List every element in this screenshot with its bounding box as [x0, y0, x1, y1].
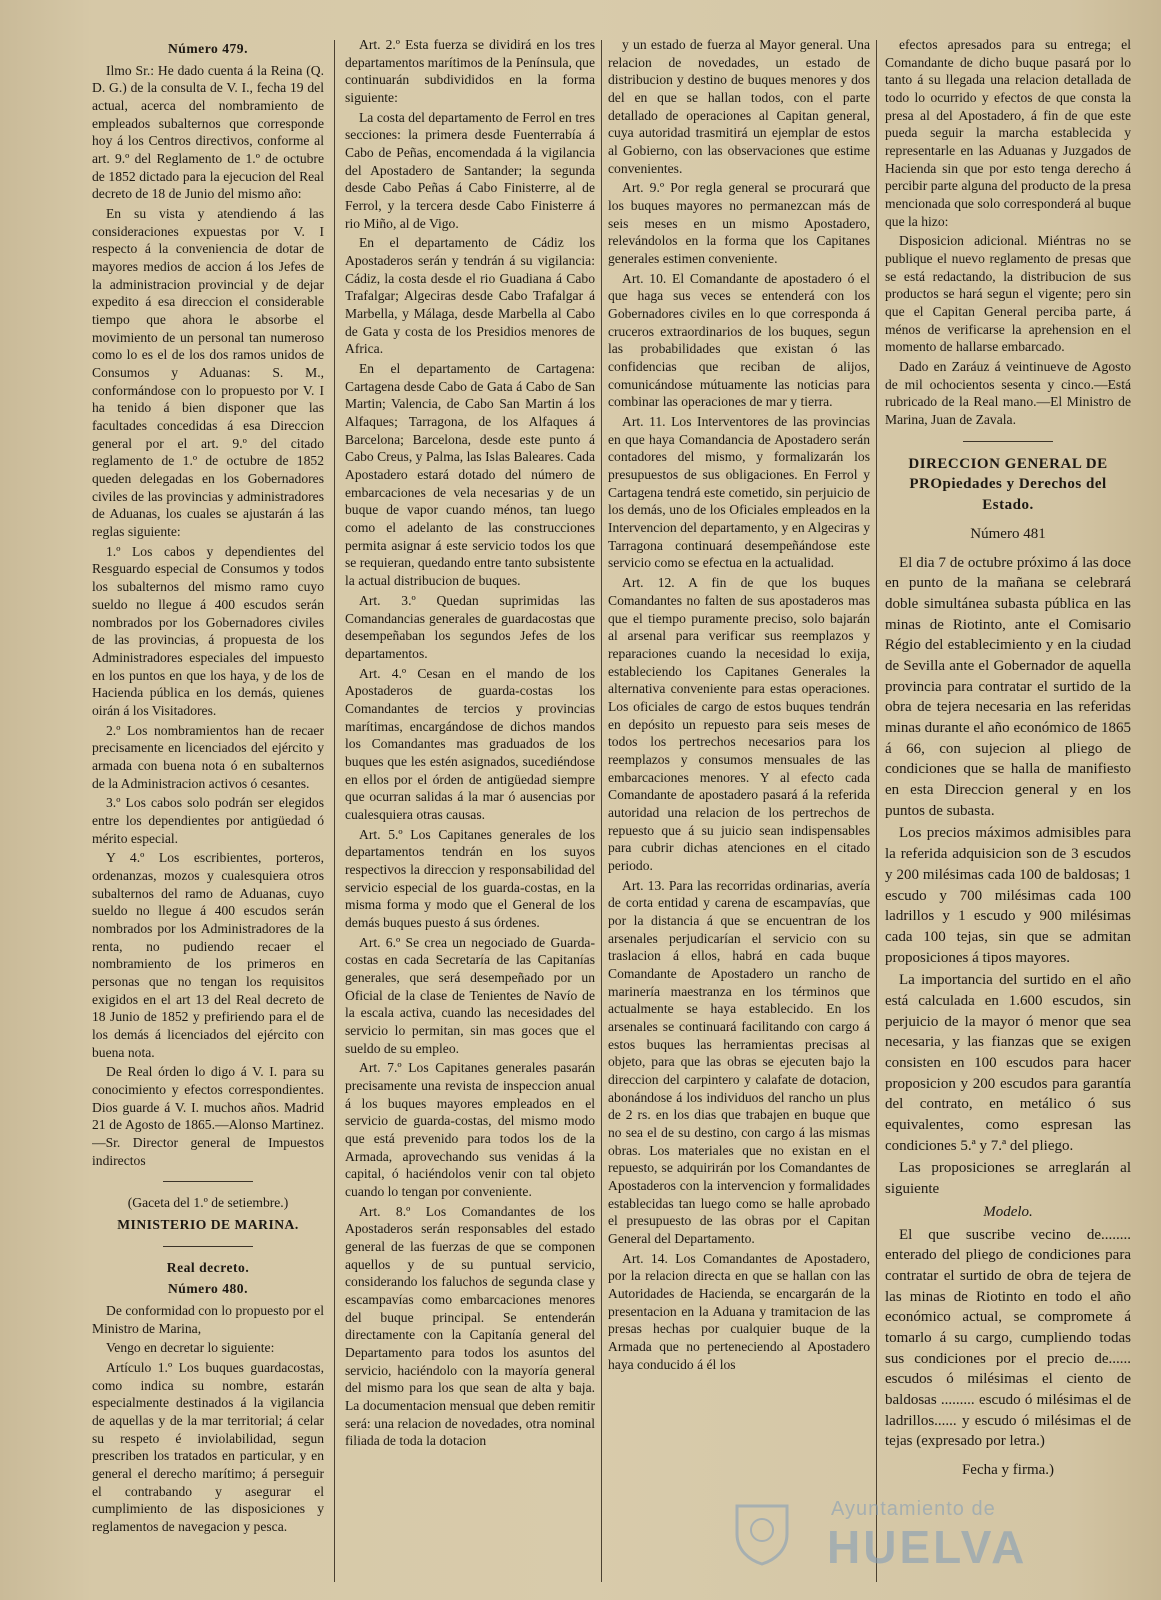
paragraph: En su vista y atendiendo á las consideraciones expuestas por V. I respecto á la conveniencia de dotar de mayores medios de accion á los Jefes de la administracion provincial y de dejar expedito á esa direccion el considerable tiempo que ahora le absorbe el movimiento de un personal tan numeroso como lo es el de los dos ramos unidos de Consumos y Aduanas: S. M., conformándose con lo propuesto por V. I ha tenido á bien disponer que las facultades concedidas á esa Direccion general por el art. 9.º del citado reglamento de 1.º de octubre de 1852 queden delegadas en los Gobernadores civiles de las provincias y administradores de Aduanas, los cuales se ajustarán á las reglas siguiente:: [92, 206, 324, 540]
paragraph: Art. 5.º Los Capitanes generales de los departamentos tendrán en los suyos respectivos la direccion y responsabilidad del servicio especial de los guarda-costas, en la misma forma y modo que el General de los demás buques puesto á sus órdenes.: [345, 826, 595, 930]
paragraph: Art. 12. A fin de que los buques Comandantes no falten de sus apostaderos mas que el tiempo puramente preciso, solo bajarán al arsenal para verificar sus reemplazos y reparaciones cuando la necesidad lo exija, estableciendo los Capitanes Generales la alternativa conveniente para estas operaciones. Los oficiales de cargo de estos buques tendrán en depósito un repuesto para seis meses de todos los pertrechos necesarios para los reemplazos y consumos mensuales de las embarcaciones menores. Y al efecto cada Comandante de apostadero pasará á la referida autoridad una relacion de los pertrechos de repuesto que á su juicio sean indispensables para cubrir dichas atenciones en el citado periodo.: [608, 575, 870, 873]
paragraph: Art. 10. El Comandante de apostadero ó el que haga sus veces se entenderá con los Gobernadores civiles en lo que corresponda á cruceros extraordinarios de los buques, segun las probabilidades que existan ó las confidencias que reciban de alijos, comunicándose mútuamente las noticias para combinar las operaciones de mar y tierra.: [608, 270, 870, 410]
paragraph: y un estado de fuerza al Mayor general. Una relacion de novedades, un estado de distribucion y destino de buques menores y dos del en que se hallan todos, con el parte detallado de operaciones al Capitan general, cuya autoridad trasmitirá un ejemplar de estos al Gobierno, con las observaciones que estime convenientes.: [608, 37, 870, 176]
paragraph: Art. 13. Para las recorridas ordinarias, avería de corta entidad y carena de escampavías, que por la distancia á que se encuentran de los arsenales perjudicarían el servicio con su traslacion á ellos, habrá en cada buque Comandante de Apostadero un rancho de marinería maestranza en los términos que actualmente se haya establecido. En los arsenales se continuará facilitando con cargo á estos buques las herramientas precisas al objeto, para que las obras se ejecuten bajo la direccion del carpintero y calafate de dotacion, abonándose á los individuos del rancho un plus de 2 rs. en los dias que trabajen en buque que no sea el de su destino, con cargo á las mismas obras. Los materiales que no existan en el repuesto, se adquirirán por los Comandantes de Apostaderos con la intervencion y formalidades establecidas tan luego como se halle aprobado el presupuesto de las obras por el Capitan General del Departamento.: [608, 877, 870, 1247]
paragraph: Art. 2.º Esta fuerza se dividirá en los tres departamentos marítimos de la Península, que continuarán subdivididos en la forma siguiente:: [345, 37, 595, 106]
paragraph: Art. 11. Los Interventores de las provincias en que haya Comandancia de Apostadero serán contadores del mismo, y formalizarán los presupuestos de sus obligaciones. En Ferrol y Cartagena tendrá este cometido, sin perjuicio de los demás, uno de los Oficiales empleados en la Intervencion del departamento, y en Algeciras y Tarragona continuará desempeñándose este servicio como se efectua en la actualidad.: [608, 414, 870, 571]
paragraph: Art. 4.º Cesan en el mando de los Apostaderos de guarda-costas los Comandantes de tercios y provincias marítimas, encargándose de dichos mandos los Comandantes mas graduados de los buques que les estén asignados, sucediéndose en ellos por el órden de antigüedad siempre que ocurran salidas á la mar ó ausencias por cualesquiera otras causas.: [345, 665, 595, 822]
paragraph: El que suscribe vecino de........ enterado del pliego de condiciones para contratar el surtido de obra de tejera de las minas de Riotinto en todo el año económico actual, se compromete á tomarlo á su cargo, cumpliendo todas sus condiciones por el precio de...... escudos ó milésimas el ciento de baldosas ......... escudo ó milésimas el de ladrillos...... y escudo ó milésimas el de tejas (expresado por letra.): [885, 1226, 1131, 1450]
watermark-line-2: HUELVA: [827, 1521, 1028, 1573]
paragraph: En el departamento de Cartagena: Cartagena desde Cabo de Gata á Cabo de San Martin; Valencia, de Cabo San Martin á los Alfaques; Tarragona, de los Alfaques á Barcelona; Barcelona, desde este punto á Cabo Creus, y Palma, las Islas Baleares. Cada Apostadero estará dotado del número de embarcaciones de vela necesarias y de un buque de vapor cuando ménos, tan luego como el adelanto de las construcciones permita asignar á este servicio todos los que se requieran, quedando entre tanto subsistente la actual distribucion de buques.: [345, 361, 595, 589]
column-1: [92, 36, 324, 1586]
paragraph: Art. 9.º Por regla general se procurará que los buques mayores no permanezcan más de seis meses en un mismo Apostadero, relevándolos en la forma que los Capitanes generales estimen conveniente.: [608, 180, 870, 267]
column-divider: [601, 40, 602, 1582]
archive-watermark: [731, 1496, 1061, 1574]
column-4: [885, 36, 1131, 1586]
decree-number-481: Número 481: [970, 525, 1046, 542]
paragraph: Las proposiciones se arreglarán al siguiente: [885, 1160, 1131, 1198]
paragraph: El dia 7 de octubre próximo á las doce en punto de la mañana se celebrará doble simultánea subasta pública en las minas de Riotinto, ante el Comisario Régio del establecimiento y en la ciudad de Sevilla ante el Gobernador de aquella provincia para contratar el surtido de la obra de tejera necesaria en las referidas minas durante el año económico de 1865 á 66, con sujecion al pliego de condiciones que se halla de manifiesto en esta Direccion general y en los puntos de subasta.: [885, 554, 1131, 819]
gaceta-reference: (Gaceta del 1.º de setiembre.): [127, 1195, 289, 1211]
decree-number-480: Número 480.: [167, 1281, 248, 1297]
paragraph: Artículo 1.º Los buques guardacostas, como indica su nombre, estarán especialmente destinados á la vigilancia de aquellas y de la mar territorial; á celar su respeto é inviolabilidad, segun prescriben los tratados en particular, y en general el derecho marítimo; á perseguir el contrabando y asegurar el cumplimiento de las disposiciones y reglamentos de navegacion y pesca.: [92, 1360, 324, 1535]
section-rule: [963, 441, 1053, 442]
section-rule: [163, 1246, 253, 1247]
paragraph: La costa del departamento de Ferrol en tres secciones: la primera desde Fuenterrabía á Cabo de Peñas, encomendada á la vigilancia del Apostadero de Santander; la segunda desde Cabo Peñas á Cabo Finisterre, al de Ferrol, y la tercera desde Cabo Finisterre á rio Miño, al de Vigo.: [345, 109, 595, 231]
column-2: [345, 36, 595, 1586]
paragraph: 1.º Los cabos y dependientes del Resguardo especial de Consumos y todos los subalternos del mismo ramo cuyo sueldo no llegue á 400 escudos serán nombrados por los Gobernadores civiles de las provincias, á propuesta de los Administradores especiales del impuesto en los puntos en que los haya, y de los de Hacienda pública en los demás, quienes oirán á los Visitadores.: [92, 543, 324, 718]
paragraph: Ilmo Sr.: He dado cuenta á la Reina (Q. D. G.) de la consulta de V. I., fecha 19 del actual, acerca del nombramiento de empleados subalternos que corresponde hoy á los Centros directivos, conforme al art. 9.º del Reglamento de 1.º de octubre de 1852 dictado para la ejecucion del Real decreto de 18 de Junio del mismo año:: [92, 62, 324, 202]
paragraph: Art. 3.º Quedan suprimidas las Comandancias generales de guardacostas que desempeñaban los segundos Jefes de los departamentos.: [345, 592, 595, 661]
direccion-heading: DIRECCION GENERAL DE PROpiedades y Derechos del Estado.: [908, 455, 1108, 514]
paragraph: efectos apresados para su entrega; el Comandante de dicho buque pasará por lo tanto á su llegada una relacion detallada de todo lo ocurrido y efectos de que consta la presa al del Apostadero, á fin de que este pueda seguir la marcha establecida y representarle en las Aduanas y Juzgados de Hacienda sin que por esto tenga derecho á percibir parte alguna del producto de la presa mencionada que solo corresponderá al buque que la hizo:: [885, 37, 1131, 229]
paragraph: Vengo en decretar lo siguiente:: [106, 1340, 275, 1356]
paragraph: Art. 14. Los Comandantes de Apostadero, por la relacion directa en que se hallan con las Autoridades de Hacienda, se encargarán de la presentacion en la Aduana y tramitacion de las presas hechas por cualquier buque de la Armada que no perteneciendo al Apostadero haya conducido á él los: [608, 1250, 870, 1372]
fecha-firma: Fecha y firma.): [961, 1462, 1055, 1479]
paragraph: Art. 6.º Se crea un negociado de Guarda-costas en cada Secretaría de las Capitanías generales, que será desempeñado por un Oficial de la clase de Tenientes de Navío de la escala activa, cuando las necesidades del servicio lo permitan, sin mas goces que el sueldo de su empleo.: [345, 934, 595, 1056]
decree-number-479: Número 479.: [167, 41, 248, 56]
watermark-line-1: Ayuntamiento de: [831, 1498, 996, 1520]
paragraph: La importancia del surtido en el año está calculada en 1.600 escudos, sin perjuicio de la mayor ó menor que sea necesaria, y las fianzas que se exigen consisten en 100 escudos para hacer proposicion y 200 escudos para garantía del contrato, en metálico ó sus equivalentes, como espresan las condiciones 5.ª y 7.ª del pliego.: [885, 972, 1131, 1154]
paragraph: De conformidad con lo propuesto por el Ministro de Marina,: [92, 1303, 324, 1336]
paragraph: De Real órden lo digo á V. I. para su conocimiento y efectos correspondientes. Dios guarde á V. I. muchos años. Madrid 21 de Agosto de 1865.—Alonso Martinez.—Sr. Director general de Impuestos indirectos: [92, 1064, 324, 1168]
shield-icon: [731, 1500, 793, 1566]
modelo-heading: Modelo.: [983, 1203, 1033, 1220]
column-divider: [876, 40, 877, 1582]
direccion-section: [885, 454, 1131, 1481]
paragraph: 2.º Los nombramientos han de recaer precisamente en licenciados del ejército y armada con buena nota ó en subalternos de la Administracion activos ó cesantes.: [92, 722, 324, 791]
paragraph: Art. 7.º Los Capitanes generales pasarán precisamente una revista de inspeccion anual á los buques mayores empleados en el servicio de guarda-costas, del mismo modo que está prevenido para todos los de la Armada, aprovechando sus venidas á la capital, ó haciéndolos venir con tal objeto cuando lo tengan por conveniente.: [345, 1060, 595, 1199]
paragraph: En el departamento de Cádiz los Apostaderos serán y tendrán á su vigilancia: Cádiz, la costa desde el rio Guadiana á Cabo Trafalgar; Algeciras desde Cabo Trafalgar á Marbella, y Málaga, desde Marbella al Cabo de Gata y costa de los Presidios menores de Africa.: [345, 235, 595, 357]
paragraph: Y 4.º Los escribientes, porteros, ordenanzas, mozos y cualesquiera otros subalternos del ramo de Aduanas, cuyo sueldo no llegue á 400 escudos serán nombrados por los Administradores de la renta, no pudiendo recaer el nombramiento de los primeros en personas que no tengan los requisitos exigidos en el art 13 del Real decreto de 18 Junio de 1852 y prefiriendo para el de los demás á licenciados del ejército con buena nota.: [92, 850, 324, 1060]
ministry-heading: MINISTERIO DE MARINA.: [117, 1217, 299, 1232]
column-3: [608, 36, 870, 1586]
column-divider: [334, 40, 335, 1582]
paragraph: Los precios máximos admisibles para la referida adquisicion son de 3 escudos y 200 milésimas cada 100 de baldosas; 1 escudo y 700 milésimas cada 100 ladrillos y 1 escudo y 900 milésimas cada 100 tejas, sin que se admitan proposiciones á tipos mayores.: [885, 825, 1131, 966]
paragraph: Dado en Zaráuz á veintinueve de Agosto de mil ochocientos sesenta y cinco.—Está rubricado de la Real mano.—El Ministro de Marina, Juan de Zavala.: [885, 359, 1131, 428]
section-rule: [163, 1181, 253, 1182]
paragraph: Art. 8.º Los Comandantes de los Apostaderos serán responsables del estado general de las fuerzas de que se componen aquellos y de su puntual servicio, considerando los faluchos de segunda clase y escampavías como embarcaciones menores del buque principal. Se entenderán directamente con la Capitanía general del Departamento para todos los asuntos del servicio, haciéndolo con la mayoría general del mismo para los que sean de alta y baja. La documentacion mensual que deben remitir será: una relacion de novedades, otra nominal filiada de toda la dotacion: [345, 1203, 595, 1449]
paragraph: Disposicion adicional. Miéntras no se publique el nuevo reglamento de presas que se está redactando, la distribucion de sus productos se hará segun el vigente; pero sin que el Capitan General perciba parte, á ménos de verificarse la aprehension en el momento de hallarse embarcado.: [885, 233, 1131, 355]
paragraph: 3.º Los cabos solo podrán ser elegidos entre los dependientes por antigüedad ó mérito especial.: [92, 795, 324, 846]
real-decreto-heading: Real decreto.: [166, 1259, 250, 1275]
